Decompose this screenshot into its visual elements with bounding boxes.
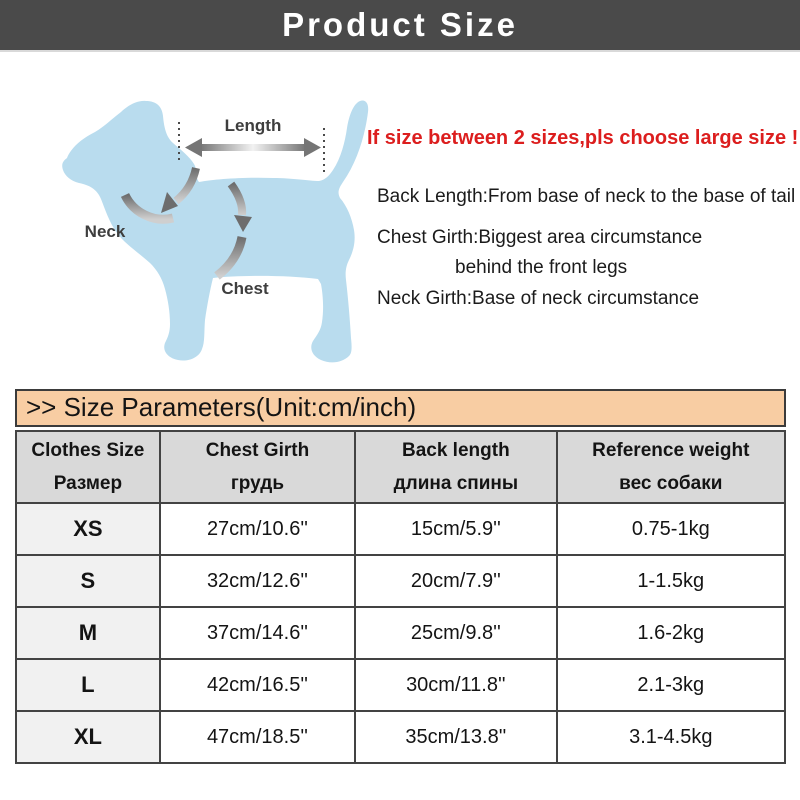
back-value: 25cm/9.8'' [355, 607, 556, 659]
back-length-description: Back Length:From base of neck to the base of tail [377, 186, 796, 207]
size-table-title: >> Size Parameters(Unit:cm/inch) [15, 389, 786, 427]
weight-value: 0.75-1kg [557, 503, 785, 555]
chest-value: 32cm/12.6'' [160, 555, 355, 607]
table-row-m [16, 607, 785, 659]
size-warning-text: If size between 2 sizes,pls choose large size ! [367, 127, 799, 149]
table-row-xs [16, 503, 785, 555]
chest-value: 27cm/10.6'' [160, 503, 355, 555]
chest-girth-description-line2: behind the front legs [455, 257, 628, 278]
size-value: XS [16, 503, 160, 555]
weight-value: 1-1.5kg [557, 555, 785, 607]
chest-value: 47cm/18.5'' [160, 711, 355, 763]
size-value: S [16, 555, 160, 607]
chest-girth-description: Chest Girth:Biggest area circumstance [377, 227, 703, 248]
page-title: Product Size [282, 6, 518, 43]
back-value: 35cm/13.8'' [355, 711, 556, 763]
banner [0, 0, 800, 52]
size-table [15, 430, 786, 764]
table-row-xl [16, 711, 785, 763]
header-chest-girth: Chest Girth грудь [160, 431, 355, 503]
size-value: M [16, 607, 160, 659]
dog-measurement-diagram [15, 92, 375, 382]
back-value: 15cm/5.9'' [355, 503, 556, 555]
header-clothes-size: Clothes Size Размер [16, 431, 160, 503]
length-label: Length [224, 116, 282, 135]
weight-value: 2.1-3kg [557, 659, 785, 711]
table-row-l [16, 659, 785, 711]
weight-value: 3.1-4.5kg [557, 711, 785, 763]
weight-value: 1.6-2kg [557, 607, 785, 659]
size-value: L [16, 659, 160, 711]
neck-girth-description: Neck Girth:Base of neck circumstance [377, 288, 700, 309]
back-value: 30cm/11.8'' [355, 659, 556, 711]
chest-value: 42cm/16.5'' [160, 659, 355, 711]
size-value: XL [16, 711, 160, 763]
back-value: 20cm/7.9'' [355, 555, 556, 607]
chest-label: Chest [221, 279, 269, 298]
header-back-length: Back length длина спины [355, 431, 556, 503]
header-reference-weight: Reference weight вес собаки [557, 431, 785, 503]
neck-label: Neck [84, 222, 126, 241]
table-row-s [16, 555, 785, 607]
table-header-row [16, 431, 785, 503]
chest-value: 37cm/14.6'' [160, 607, 355, 659]
